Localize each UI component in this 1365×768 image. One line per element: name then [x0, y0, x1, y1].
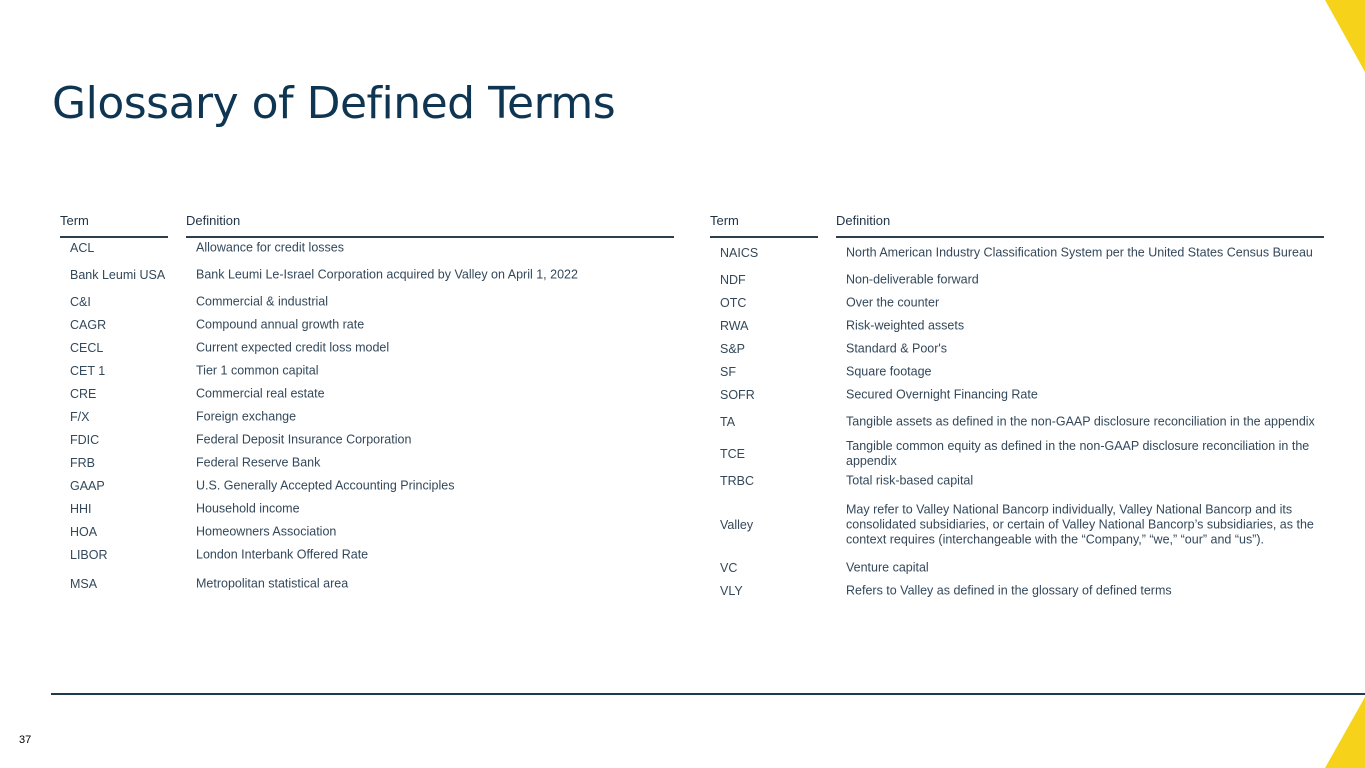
- definition-cell: Tangible assets as defined in the non-GAAP disclosure reconciliation in the appendix: [846, 414, 1315, 429]
- definition-cell: Square footage: [846, 364, 932, 378]
- definition-cell: Commercial & industrial: [196, 294, 328, 309]
- term-cell: FDIC: [70, 432, 100, 447]
- definition-cell: North American Industry Classification System per the United States Census Bureau: [846, 245, 1313, 260]
- term-cell: FRB: [70, 455, 95, 470]
- definition-cell: Refers to Valley as defined in the glossary of defined terms: [846, 583, 1172, 598]
- term-cell: MSA: [70, 576, 98, 591]
- definition-cell: Allowance for credit losses: [196, 240, 344, 255]
- term-cell: VC: [720, 561, 738, 575]
- definition-cell: Secured Overnight Financing Rate: [846, 387, 1038, 401]
- term-cell: NDF: [720, 273, 746, 287]
- term-cell: CRE: [70, 386, 97, 401]
- header-rule: [60, 236, 168, 238]
- definition-cell: Non-deliverable forward: [846, 272, 979, 287]
- term-cell: SOFR: [720, 387, 755, 402]
- definition-cell: Compound annual growth rate: [196, 317, 365, 331]
- definition-cell: Foreign exchange: [196, 409, 297, 423]
- definition-column-header: Definition: [186, 213, 241, 228]
- definition-cell: Total risk-based capital: [846, 473, 974, 488]
- term-cell: LIBOR: [70, 547, 108, 562]
- term-cell: GAAP: [70, 478, 105, 493]
- definition-cell: Over the counter: [846, 295, 940, 309]
- header-rule: [710, 236, 818, 238]
- definition-cell: Current expected credit loss model: [196, 340, 390, 354]
- term-cell: HHI: [70, 501, 92, 516]
- page-title: Glossary of Defined Terms: [52, 78, 616, 129]
- definition-cell: Bank Leumi Le-Israel Corporation acquired by Valley on April 1, 2022: [196, 267, 578, 282]
- term-cell: Bank Leumi USA: [70, 268, 166, 282]
- term-cell: TA: [720, 415, 736, 429]
- term-cell: HOA: [70, 524, 98, 539]
- definition-column-header: Definition: [836, 213, 891, 228]
- definition-cell: Household income: [196, 501, 300, 515]
- definition-cell: Risk-weighted assets: [846, 318, 965, 332]
- definition-cell: London Interbank Offered Rate: [196, 547, 369, 561]
- definition-cell: Standard & Poor's: [846, 341, 948, 355]
- definition-cell: Federal Reserve Bank: [196, 455, 321, 469]
- definition-cell: Tier 1 common capital: [196, 363, 319, 377]
- definition-cell: U.S. Generally Accepted Accounting Principles: [196, 478, 455, 492]
- term-cell: CET 1: [70, 363, 106, 378]
- term-cell: VLY: [720, 584, 743, 598]
- term-cell: NAICS: [720, 246, 759, 260]
- page-number: 37: [19, 734, 32, 746]
- footer-rule: [51, 693, 1365, 695]
- header-rule: [836, 236, 1324, 238]
- term-cell: CAGR: [70, 317, 107, 332]
- term-cell: F/X: [70, 409, 90, 424]
- header-rule: [186, 236, 674, 238]
- term-cell: Valley: [720, 517, 754, 532]
- term-column-header: Term: [710, 213, 739, 228]
- definition-cell: May refer to Valley National Bancorp individually, Valley National Bancorp and its consolidated subsidiaries, or certain of Valley National Bancorp’s subsidiaries, as the context requires (interchangeable with the “Company,” “we,” “our” and “us”).: [846, 502, 1314, 546]
- definition-cell: Federal Deposit Insurance Corporation: [196, 432, 412, 446]
- definition-cell: Metropolitan statistical area: [196, 576, 349, 590]
- definition-cell: Venture capital: [846, 560, 929, 575]
- definition-cell: Homeowners Association: [196, 524, 337, 538]
- term-cell: S&P: [720, 341, 746, 356]
- term-cell: CECL: [70, 340, 104, 355]
- term-column-header: Term: [60, 213, 89, 228]
- definition-cell: Tangible common equity as defined in the non-GAAP disclosure reconciliation in the appendix: [846, 439, 1310, 468]
- term-cell: SF: [720, 364, 736, 379]
- term-cell: RWA: [720, 318, 749, 333]
- term-cell: OTC: [720, 295, 747, 310]
- term-cell: TCE: [720, 447, 745, 461]
- term-cell: TRBC: [720, 474, 755, 488]
- definition-cell: Commercial real estate: [196, 386, 325, 400]
- term-cell: C&I: [70, 295, 91, 309]
- term-cell: ACL: [70, 241, 95, 255]
